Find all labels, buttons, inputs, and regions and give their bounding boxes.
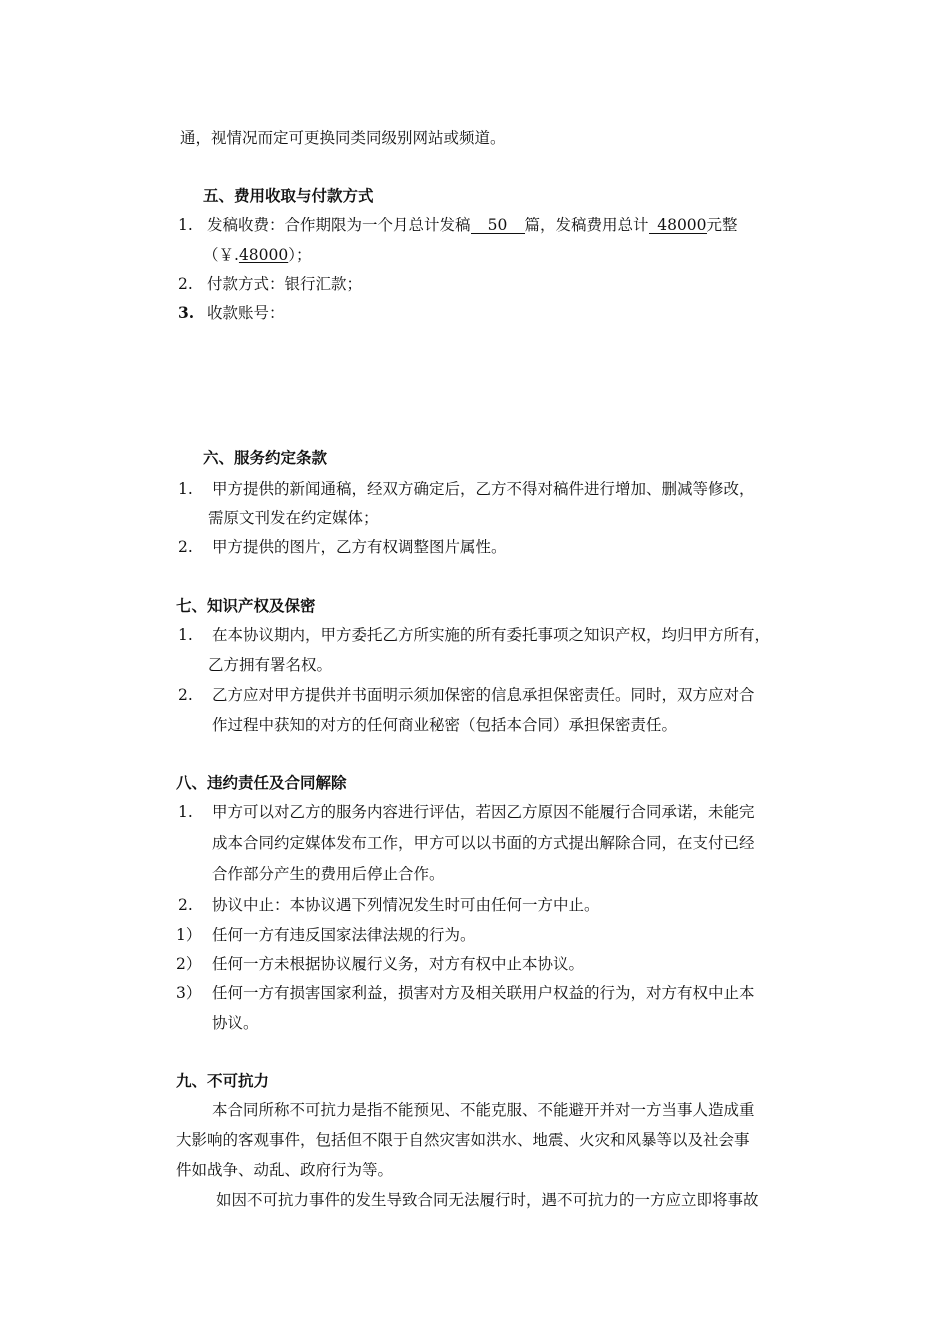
sub-list-number: 1） — [176, 926, 202, 944]
fee-total-value: 48000 — [649, 217, 707, 234]
breach-clause-1-line-2: 成本合同约定媒体发布工作，甲方可以以书面的方式提出解除合同，在支付已经 — [212, 834, 755, 852]
ip-clause-1-line-2: 乙方拥有署名权。 — [208, 656, 333, 674]
list-number: 1. — [178, 803, 193, 821]
breach-clause-1-line-1: 甲方可以对乙方的服务内容进行评估，若因乙方原因不能履行合同承诺，未能完 — [212, 803, 755, 821]
list-number: 1. — [178, 480, 193, 498]
termination-case-2: 任何一方未根据协议履行义务，对方有权中止本协议。 — [212, 955, 585, 973]
sub-list-number: 3） — [176, 984, 202, 1002]
force-majeure-p1-line-1: 本合同所称不可抗力是指不能预见、不能克服、不能避开并对一方当事人造成重 — [212, 1101, 755, 1119]
list-number: 1. — [178, 626, 193, 644]
force-majeure-p1-line-2: 大影响的客观事件，包括但不限于自然灾害如洪水、地震、火灾和风暴等以及社会事 — [176, 1131, 750, 1149]
fee-clause-suffix: 元整 — [706, 216, 738, 234]
list-number: 2. — [178, 275, 193, 293]
service-clause-2: 甲方提供的图片，乙方有权调整图片属性。 — [212, 538, 507, 556]
force-majeure-p2-line-1: 如因不可抗力事件的发生导致合同无法履行时，遇不可抗力的一方应立即将事故 — [216, 1191, 759, 1209]
fee-amount-open: （￥. — [203, 246, 239, 264]
fee-amount-line — [203, 245, 312, 265]
breach-clause-1-line-3: 合作部分产生的费用后停止合作。 — [212, 865, 445, 883]
service-clause-1-line-1: 甲方提供的新闻通稿，经双方确定后，乙方不得对稿件进行增加、删减等修改， — [212, 480, 755, 498]
list-number: 2. — [178, 538, 193, 556]
fee-clause-prefix: 发稿收费：合作期限为一个月总计发稿 — [207, 216, 471, 234]
section-heading-force-majeure: 九、不可抗力 — [176, 1072, 270, 1090]
list-number: 2. — [178, 686, 193, 704]
section-heading-service: 六、服务约定条款 — [203, 449, 328, 467]
termination-case-3-line-1: 任何一方有损害国家利益，损害对方及相关联用户权益的行为，对方有权中止本 — [212, 984, 755, 1002]
list-number: 2. — [178, 896, 193, 914]
section-heading-fees: 五、费用收取与付款方式 — [203, 187, 374, 205]
ip-clause-2-line-1: 乙方应对甲方提供并书面明示须加保密的信息承担保密责任。同时，双方应对合 — [212, 686, 755, 704]
termination-case-1: 任何一方有违反国家法律法规的行为。 — [212, 926, 476, 944]
ip-clause-1-line-1: 在本协议期内，甲方委托乙方所实施的所有委托事项之知识产权，均归甲方所有， — [212, 626, 771, 644]
fee-amount-close: ）； — [288, 246, 312, 264]
list-number: 3. — [178, 303, 195, 322]
fee-amount-value: 48000 — [238, 246, 289, 264]
breach-clause-2: 协议中止：本协议遇下列情况发生时可由任何一方中止。 — [212, 896, 600, 914]
list-number: 1. — [178, 216, 193, 234]
payment-method: 付款方式：银行汇款； — [207, 275, 363, 293]
account-number-label: 收款账号： — [207, 304, 285, 322]
ip-clause-2-line-2: 作过程中获知的对方的任何商业秘密（包括本合同）承担保密责任。 — [212, 716, 678, 734]
termination-case-3-line-2: 协议。 — [212, 1014, 259, 1032]
sub-list-number: 2） — [176, 955, 202, 973]
continued-line: 通，视情况而定可更换同类同级别网站或频道。 — [180, 129, 506, 147]
article-count-value: 50 — [471, 217, 525, 234]
fee-clause-mid: 篇，发稿费用总计 — [524, 216, 649, 234]
section-heading-breach: 八、违约责任及合同解除 — [176, 774, 347, 792]
service-clause-1-line-2: 需原文刊发在约定媒体； — [208, 509, 379, 527]
section-heading-ip: 七、知识产权及保密 — [176, 597, 316, 615]
fee-clause-line — [207, 215, 738, 235]
force-majeure-p1-line-3: 件如战争、动乱、政府行为等。 — [176, 1161, 394, 1179]
